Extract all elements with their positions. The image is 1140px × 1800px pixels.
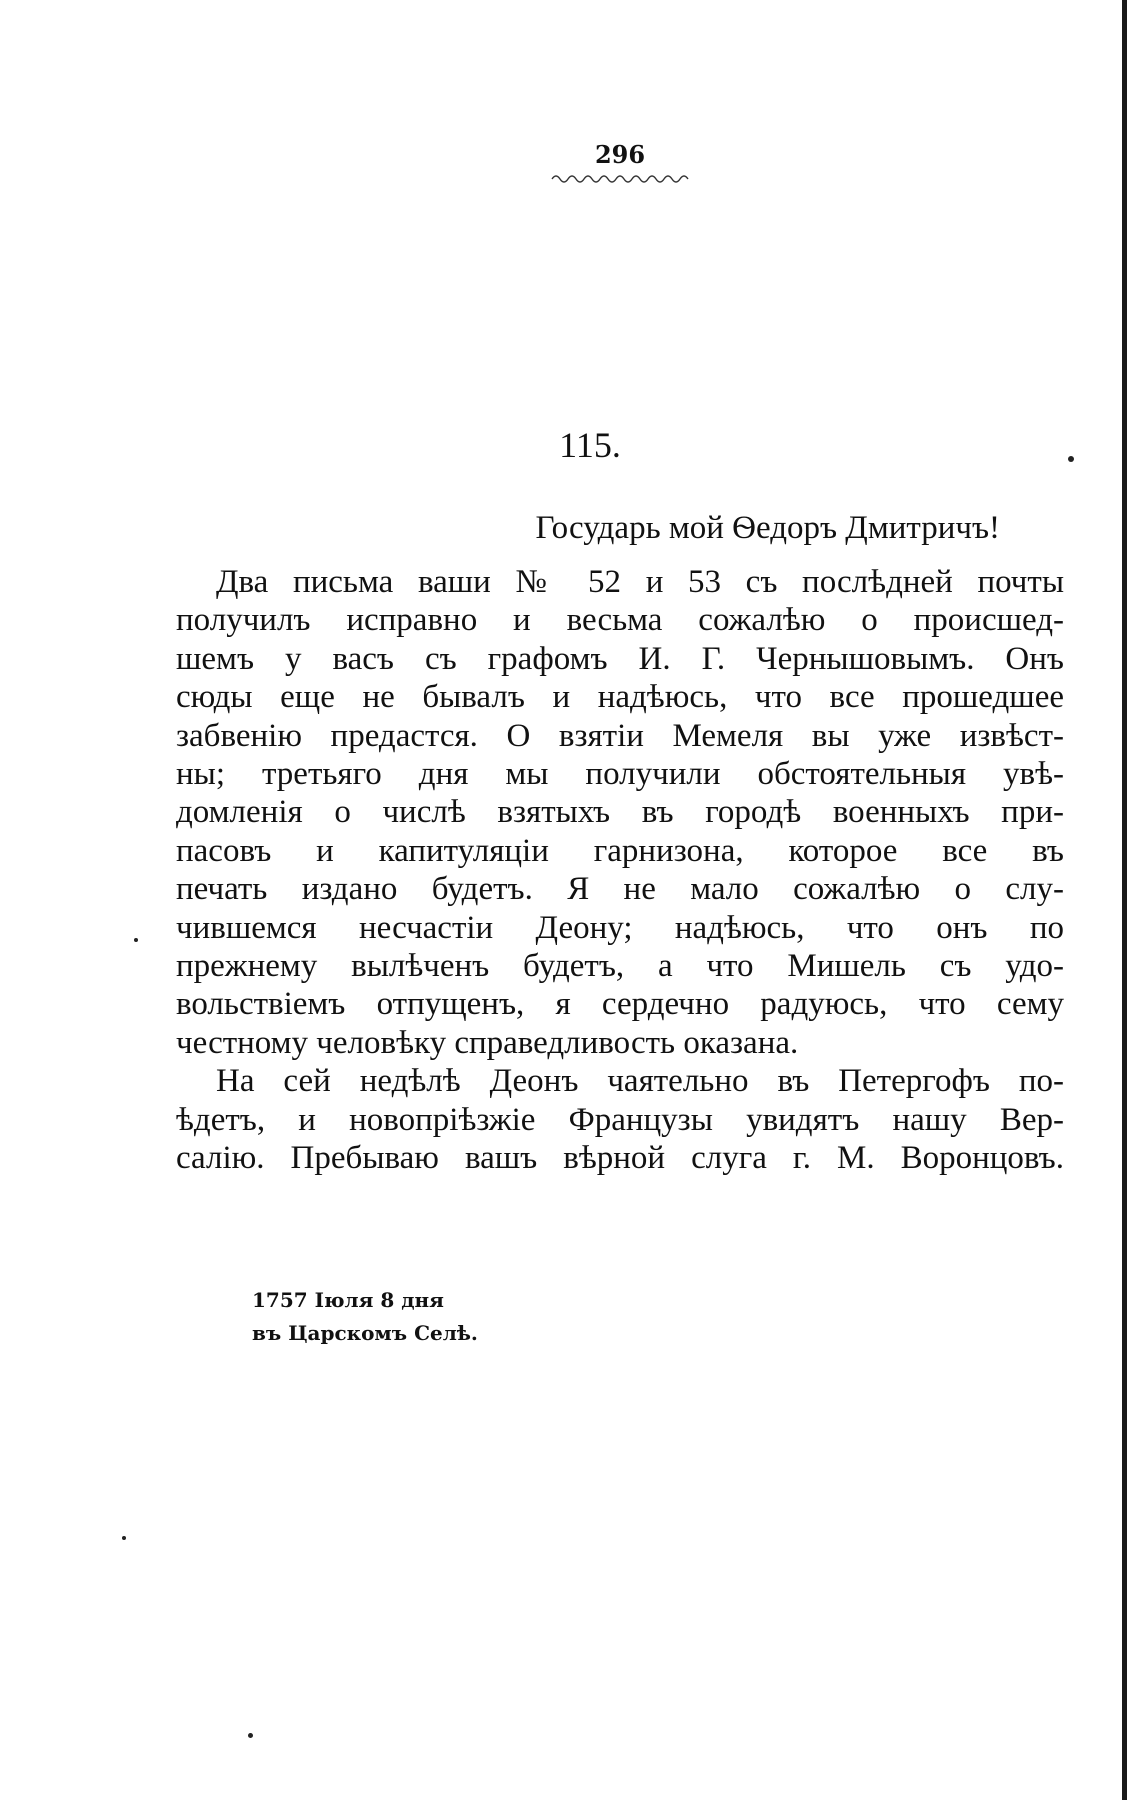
date-and-place — [252, 1284, 478, 1350]
text-line: пасовъ и капитуляціи гарнизона, которое все въ — [176, 832, 1064, 869]
scan-speck — [122, 1536, 126, 1540]
text-line: честному человѣку справедливость оказана. — [176, 1024, 799, 1061]
text-line: домленія о числѣ взятыхъ въ городѣ военныхъ при- — [176, 794, 1064, 831]
text-line: печать издано будетъ. Я не мало сожалѣю о слу- — [176, 871, 1064, 908]
text-line: ѣдетъ, и новопріѣзжіе Французы увидятъ нашу Вер- — [176, 1101, 1064, 1138]
place-line: въ Царскомъ Селѣ. — [252, 1321, 478, 1345]
wavy-rule-ornament — [550, 172, 695, 186]
page-edge-shadow — [1114, 0, 1140, 1800]
scan-speck — [1068, 456, 1074, 462]
date-line: 1757 Іюля 8 дня — [252, 1288, 444, 1312]
text-line: салію. Пребываю вашъ вѣрной слуга г. М. Воронцовъ. — [176, 1140, 1064, 1177]
text-line: прежнему вылѣченъ будетъ, а что Мишель съ удо- — [176, 948, 1064, 985]
paragraph-1 — [176, 563, 1064, 1062]
page-number: 296 — [594, 140, 646, 169]
scan-speck — [248, 1733, 253, 1738]
text-line: сюды еще не бывалъ и надѣюсь, что все прошедшее — [176, 679, 1064, 716]
letter-number: 115. — [559, 425, 621, 465]
text-line: чившемся несчастіи Деону; надѣюсь, что онъ по — [176, 909, 1064, 946]
text-line: получилъ исправно и весьма сожалѣю о происшед- — [176, 602, 1064, 639]
text-line: На сей недѣлѣ Деонъ чаятельно въ Петергофъ по- — [216, 1063, 1064, 1100]
salutation: Государь мой Ѳедоръ Дмитричъ! — [535, 510, 1000, 546]
text-line: шемъ у васъ съ графомъ И. Г. Чернышовымъ. Онъ — [176, 640, 1064, 677]
text-line: забвенію предастся. О взятіи Мемеля вы уже извѣст- — [176, 717, 1064, 754]
text-line: ны; третьяго дня мы получили обстоятельныя увѣ- — [176, 756, 1064, 793]
scan-speck — [134, 938, 138, 942]
letter-body — [176, 563, 1064, 1178]
text-line: вольствіемъ отпущенъ, я сердечно радуюсь, что сему — [176, 986, 1064, 1023]
text-line: Два письма ваши № 52 и 53 съ послѣдней почты — [216, 564, 1064, 600]
paragraph-2 — [176, 1062, 1064, 1177]
